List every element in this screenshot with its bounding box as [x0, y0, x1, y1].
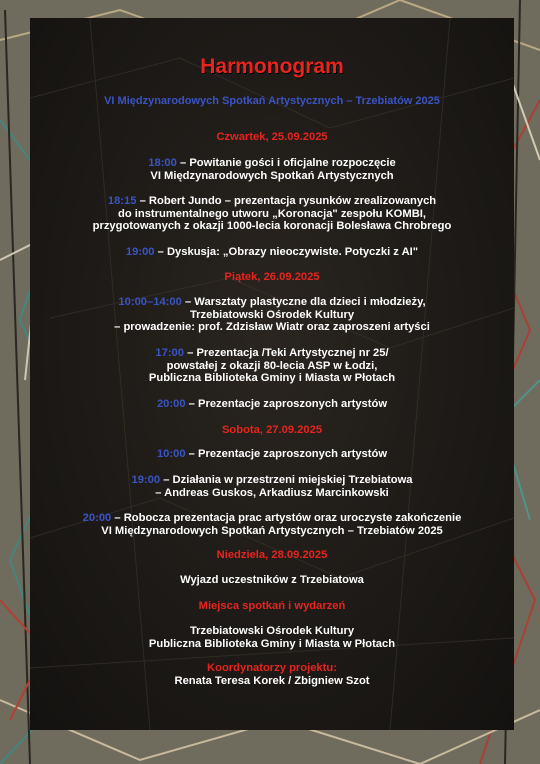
event-line: Publiczna Biblioteka Gminy i Miasta w Płotach [148, 372, 396, 384]
event-text: – Prezentacje zaproszonych artystów [185, 398, 388, 410]
venues-heading: Miejsca spotkań i wydarzeń [198, 600, 346, 612]
event-text: – Prezentacja /Teki Artystycznej nr 25/ [184, 347, 389, 359]
event-time: 20:00 [82, 512, 112, 524]
event-line [30, 448, 514, 461]
event-text: – Działania w przestrzeni miejskiej Trzebiatowa [160, 474, 413, 486]
event-line: do instrumentalnego utworu „Koronacja" zespołu KOMBI, [117, 207, 426, 220]
event-text: – Warsztaty plastyczne dla dzieci i młodzieży, [181, 296, 426, 308]
event-friday-3 [30, 398, 514, 411]
event-line [30, 195, 514, 208]
event-line [30, 296, 514, 309]
venue-item: Trzebiatowski Ośrodek Kultury [189, 625, 355, 637]
event-line [30, 157, 514, 170]
coordinator-names: Renata Teresa Korek / Zbigniew Szot [174, 675, 370, 687]
poster-subtitle: VI Międzynarodowych Spotkań Artystycznych – Trzebiatów 2025 [104, 95, 440, 107]
event-sunday-1 [30, 574, 514, 587]
event-saturday-2 [30, 474, 514, 499]
day-heading-sunday: Niedziela, 28.09.2025 [216, 549, 328, 561]
event-thursday-2 [30, 195, 514, 233]
event-text: – Dyskusja: „Obrazy nieoczywiste. Potyczki z AI" [154, 246, 419, 258]
event-time: 19:00 [125, 246, 155, 258]
event-line: Trzebiatowski Ośrodek Kultury [189, 308, 355, 321]
event-text: – Robocza prezentacja prac artystów oraz uroczyste zakończenie [111, 512, 462, 524]
event-line: VI Międzynarodowych Spotkań Artystycznych [150, 169, 394, 182]
event-line [30, 512, 514, 525]
poster-title: Harmonogram [200, 55, 344, 78]
coordinators-names [30, 675, 514, 688]
day-heading-saturday: Sobota, 27.09.2025 [221, 424, 323, 436]
event-time: 10:00–14:00 [118, 296, 182, 308]
day-heading-friday: Piątek, 26.09.2025 [224, 271, 320, 283]
event-line: powstałej z okazji 80-lecia ASP w Łodzi, [166, 359, 378, 372]
event-time: 19:00 [131, 474, 161, 486]
event-saturday-1 [30, 448, 514, 461]
event-time: 20:00 [156, 398, 186, 410]
venues-list [30, 625, 514, 650]
event-line [30, 347, 514, 360]
event-thursday-1 [30, 157, 514, 182]
event-saturday-3 [30, 512, 514, 537]
event-line: przygotowanych z okazji 1000-lecia koronacji Bolesława Chrobrego [92, 220, 452, 232]
event-text: – Prezentacje zaproszonych artystów [185, 448, 388, 460]
event-thursday-3 [30, 246, 514, 259]
coordinators-heading: Koordynatorzy projektu: [207, 662, 337, 674]
event-line [30, 398, 514, 411]
schedule-panel [30, 18, 514, 730]
event-time: 17:00 [155, 347, 185, 359]
event-text: – Powitanie gości i oficjalne rozpoczęcie [176, 157, 396, 169]
day-heading-thursday: Czwartek, 25.09.2025 [216, 131, 328, 143]
event-line: Wyjazd uczestników z Trzebiatowa [180, 574, 364, 586]
event-time: 18:15 [107, 195, 137, 207]
event-line: – Andreas Guskos, Arkadiusz Marcinkowski [155, 486, 389, 499]
event-line: – prowadzenie: prof. Zdzisław Wiatr oraz zaproszeni artyści [114, 321, 430, 333]
venue-item: Publiczna Biblioteka Gminy i Miasta w Płotach [148, 637, 396, 650]
event-time: 18:00 [148, 157, 177, 169]
event-line: VI Międzynarodowych Spotkań Artystycznych – Trzebiatów 2025 [101, 524, 443, 537]
event-time: 10:00 [156, 448, 186, 460]
event-line [30, 474, 514, 487]
event-line [30, 246, 514, 259]
event-friday-1 [30, 296, 514, 334]
event-text: – Robert Jundo – prezentacja rysunków zrealizowanych [136, 195, 437, 207]
event-friday-2 [30, 347, 514, 385]
